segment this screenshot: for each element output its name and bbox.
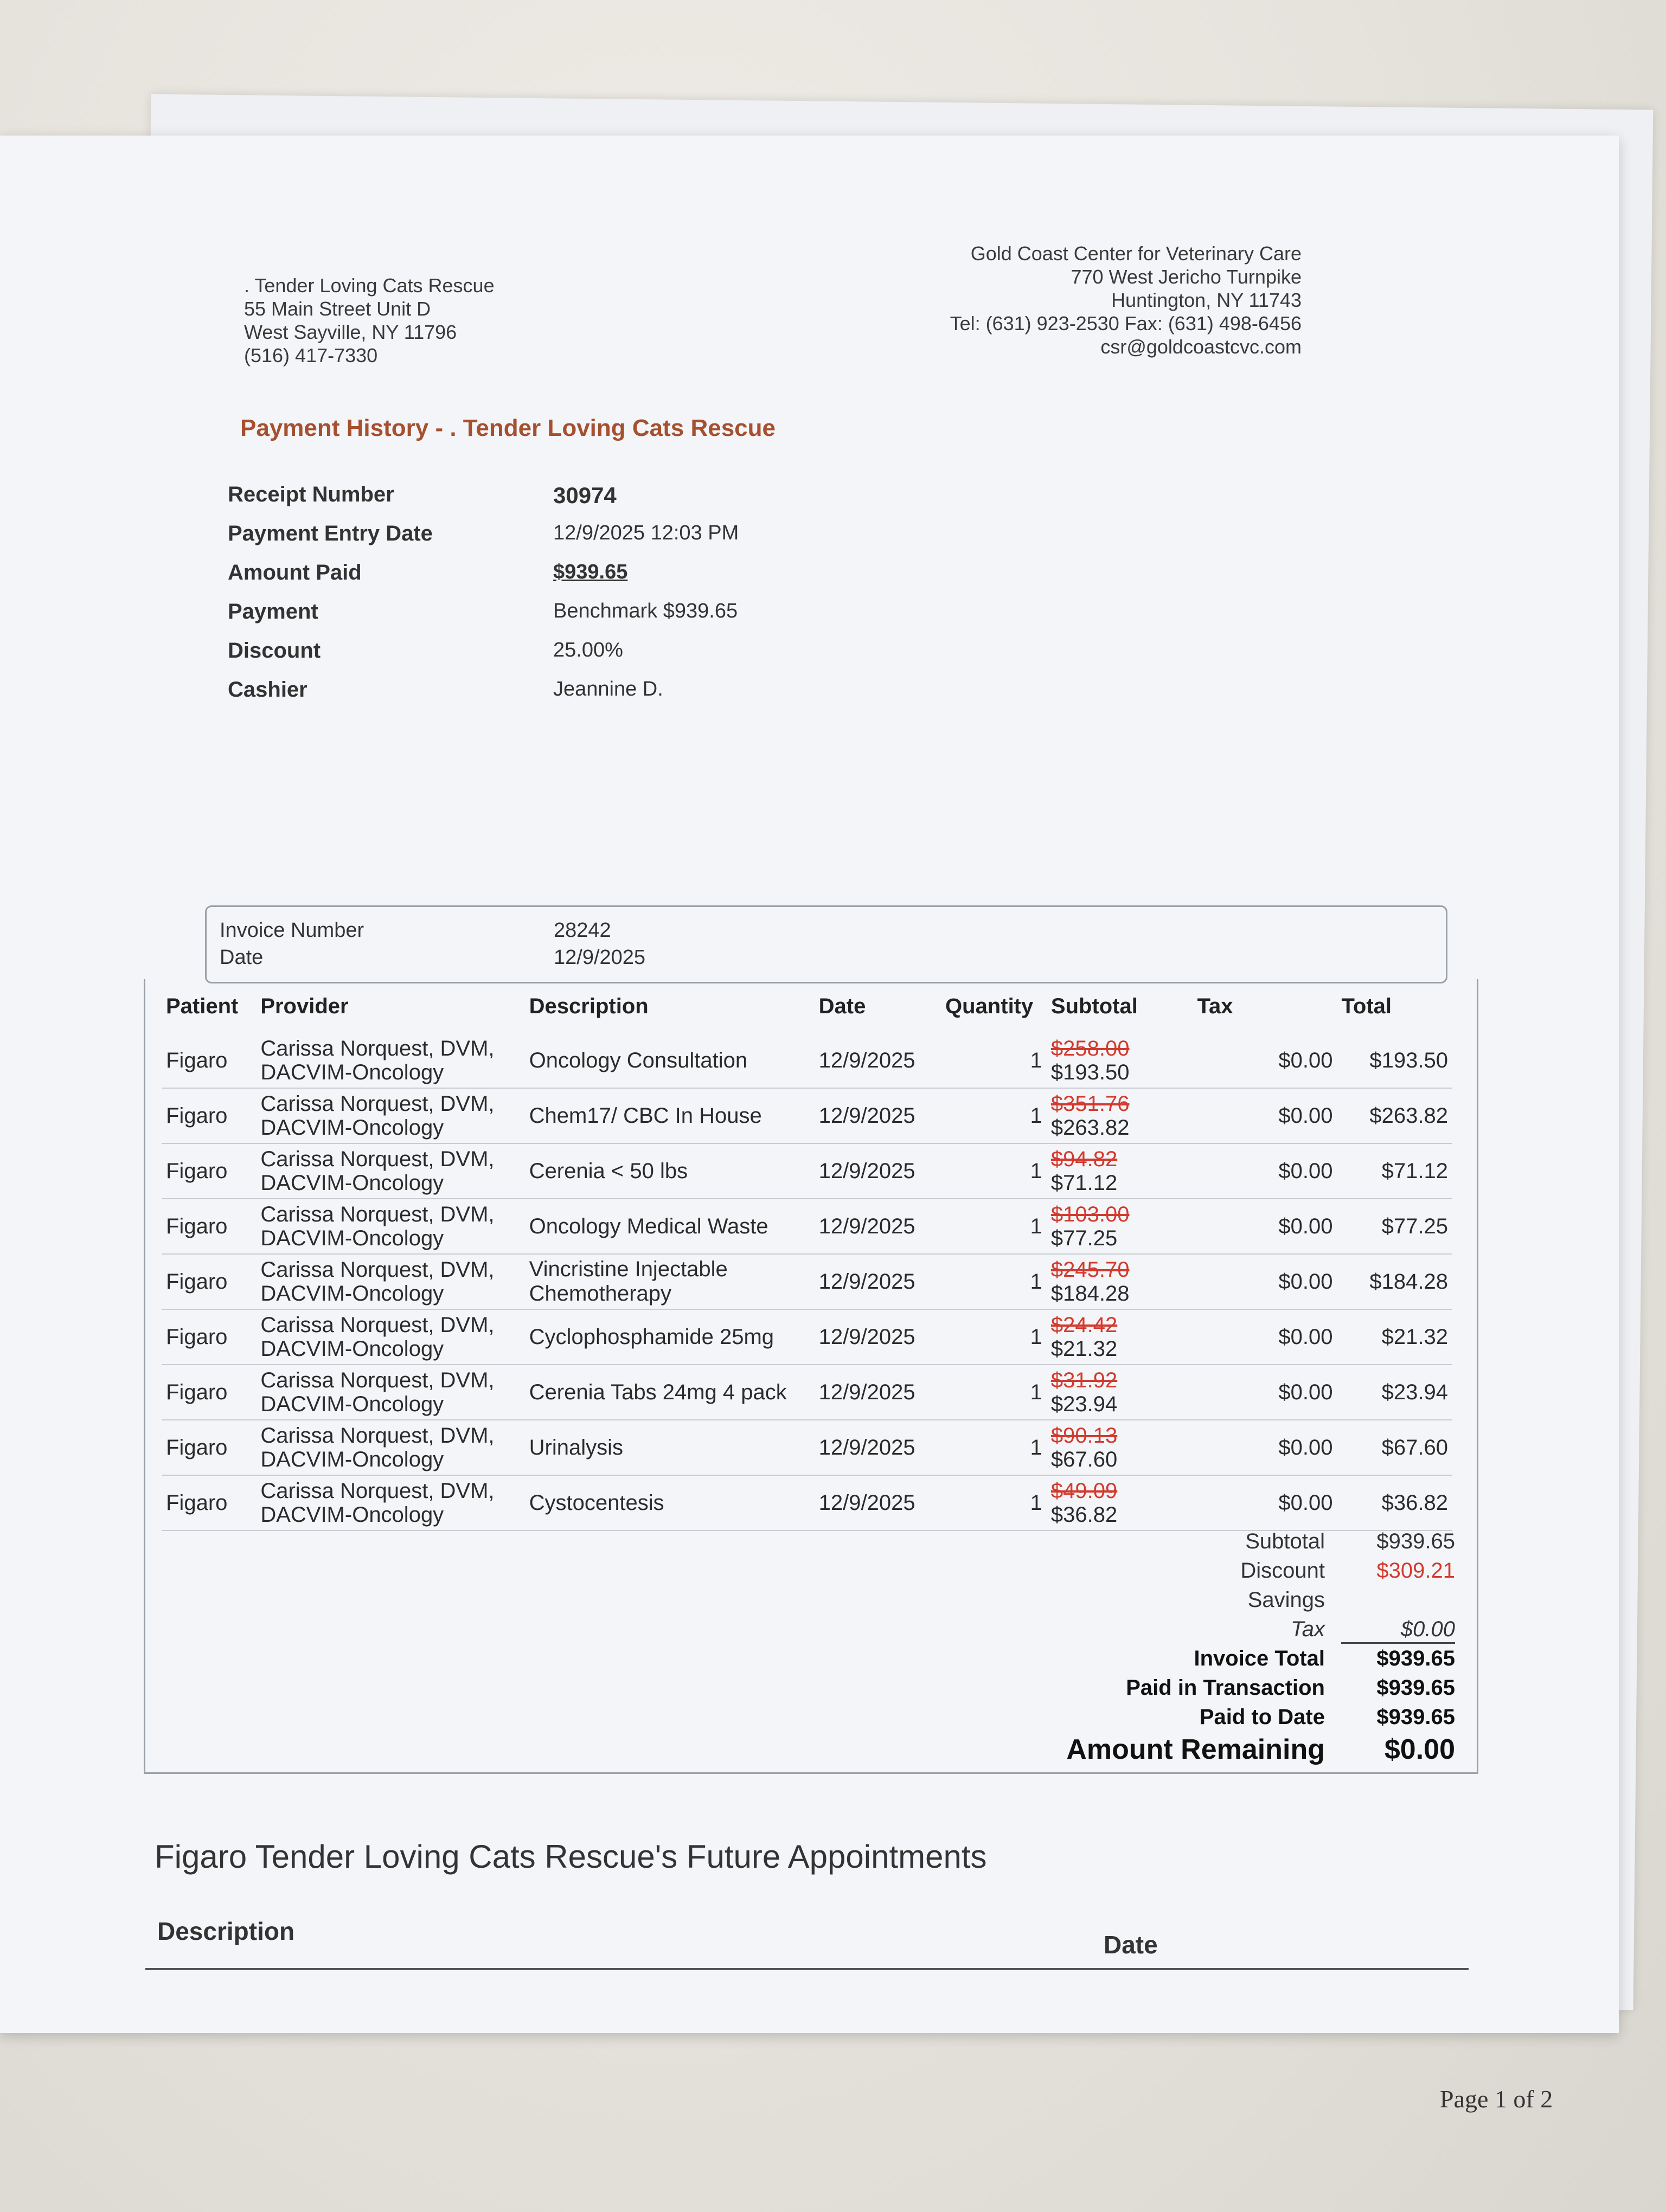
- discounted-price: $67.60: [1050, 1448, 1118, 1471]
- col-subtotal: Subtotal: [1050, 994, 1138, 1018]
- invoice-header-box: [205, 905, 1447, 983]
- client-name: . Tender Loving Cats Rescue: [244, 274, 495, 297]
- provider-line2: DACVIM-Oncology: [260, 1226, 444, 1250]
- provider-line2: DACVIM-Oncology: [260, 1503, 444, 1527]
- amount-paid-value: $939.65: [553, 561, 628, 583]
- col-provider: Provider: [260, 994, 349, 1018]
- future-description-header: Description: [157, 1917, 295, 1945]
- row-provider: [256, 1365, 524, 1420]
- invoice-items-table: [162, 979, 1452, 1531]
- amount-paid-label: Amount Paid: [228, 561, 362, 584]
- row-description: Cerenia Tabs 24mg 4 pack: [525, 1365, 815, 1420]
- discount-value: 25.00%: [553, 639, 623, 661]
- future-header-divider: [145, 1968, 1469, 1970]
- row-total: $67.60: [1337, 1420, 1452, 1475]
- row-subtotal: [1047, 1199, 1193, 1254]
- col-total: Total: [1341, 994, 1392, 1018]
- clinic-name: Gold Coast Center for Veterinary Care: [970, 242, 1302, 265]
- provider-line1: Carissa Norquest, DVM,: [260, 1479, 495, 1503]
- row-provider: [256, 1088, 524, 1143]
- provider-line1: Carissa Norquest, DVM,: [260, 1424, 495, 1448]
- discounted-price: $193.50: [1050, 1060, 1130, 1084]
- totals-discount-label: Discount: [1240, 1559, 1325, 1583]
- original-price: $90.13: [1050, 1424, 1118, 1448]
- row-subtotal: [1047, 1420, 1193, 1475]
- row-date: 12/9/2025: [815, 1143, 941, 1199]
- row-patient: Figaro: [162, 1420, 256, 1475]
- invoice-number-label: Invoice Number: [220, 919, 364, 942]
- row-total: $193.50: [1337, 1033, 1452, 1088]
- receipt-details: [228, 483, 987, 717]
- discounted-price: $21.32: [1050, 1337, 1118, 1361]
- provider-line1: Carissa Norquest, DVM,: [260, 1203, 495, 1226]
- table-header-row: [162, 979, 1452, 1033]
- row-total: $77.25: [1337, 1199, 1452, 1254]
- row-quantity: 1: [941, 1088, 1047, 1143]
- provider-line2: DACVIM-Oncology: [260, 1282, 444, 1306]
- row-quantity: 1: [941, 1033, 1047, 1088]
- provider-line1: Carissa Norquest, DVM,: [260, 1037, 495, 1060]
- totals-paid-to-date-value: $939.65: [1376, 1705, 1455, 1729]
- discounted-price: $23.94: [1050, 1392, 1118, 1416]
- row-provider: [256, 1254, 524, 1309]
- row-provider: [256, 1199, 524, 1254]
- row-quantity: 1: [941, 1199, 1047, 1254]
- row-subtotal: [1047, 1309, 1193, 1365]
- discounted-price: $184.28: [1050, 1282, 1130, 1306]
- row-description: Vincristine Injectable Chemotherapy: [525, 1254, 815, 1309]
- page-number: Page 1 of 2: [1440, 2085, 1553, 2113]
- row-quantity: 1: [941, 1254, 1047, 1309]
- col-date: Date: [818, 994, 866, 1018]
- row-date: 12/9/2025: [815, 1033, 941, 1088]
- row-tax: $0.00: [1193, 1088, 1337, 1143]
- row-quantity: 1: [941, 1309, 1047, 1365]
- cashier-row: [228, 678, 987, 717]
- row-subtotal: [1047, 1475, 1193, 1531]
- row-total: $21.32: [1337, 1309, 1452, 1365]
- table-row: [162, 1088, 1452, 1143]
- row-tax: $0.00: [1193, 1420, 1337, 1475]
- row-subtotal: [1047, 1365, 1193, 1420]
- totals-amount-remaining-value: $0.00: [1384, 1734, 1455, 1765]
- row-tax: $0.00: [1193, 1254, 1337, 1309]
- row-patient: Figaro: [162, 1199, 256, 1254]
- clinic-address-line2: Huntington, NY 11743: [1111, 289, 1302, 311]
- original-price: $351.76: [1050, 1092, 1130, 1116]
- row-date: 12/9/2025: [815, 1199, 941, 1254]
- totals-invoice-total-label: Invoice Total: [1194, 1647, 1325, 1670]
- receipt-number-label: Receipt Number: [228, 483, 394, 506]
- row-date: 12/9/2025: [815, 1309, 941, 1365]
- entry-date-row: [228, 522, 987, 561]
- row-provider: [256, 1033, 524, 1088]
- payment-row: [228, 600, 987, 639]
- row-date: 12/9/2025: [815, 1088, 941, 1143]
- original-price: $94.82: [1050, 1147, 1118, 1171]
- invoice-date-label: Date: [220, 946, 264, 969]
- row-quantity: 1: [941, 1475, 1047, 1531]
- row-description: Oncology Medical Waste: [525, 1199, 815, 1254]
- row-subtotal: [1047, 1254, 1193, 1309]
- row-description: Oncology Consultation: [525, 1033, 815, 1088]
- provider-line2: DACVIM-Oncology: [260, 1448, 444, 1471]
- clinic-phone-fax: Tel: (631) 923-2530 Fax: (631) 498-6456: [950, 312, 1302, 335]
- invoice-items-body: [162, 1033, 1452, 1531]
- row-patient: Figaro: [162, 1088, 256, 1143]
- row-total: $184.28: [1337, 1254, 1452, 1309]
- row-provider: [256, 1475, 524, 1531]
- row-subtotal: [1047, 1143, 1193, 1199]
- col-description: Description: [529, 994, 649, 1018]
- row-patient: Figaro: [162, 1143, 256, 1199]
- original-price: $258.00: [1050, 1037, 1130, 1060]
- provider-line1: Carissa Norquest, DVM,: [260, 1092, 495, 1116]
- receipt-number-row: [228, 483, 987, 522]
- totals-discount-value: $309.21: [1376, 1559, 1455, 1583]
- row-quantity: 1: [941, 1420, 1047, 1475]
- payment-value: Benchmark $939.65: [553, 600, 738, 622]
- row-total: $263.82: [1337, 1088, 1452, 1143]
- discounted-price: $36.82: [1050, 1503, 1118, 1527]
- col-tax: Tax: [1197, 994, 1233, 1018]
- row-total: $23.94: [1337, 1365, 1452, 1420]
- table-row: [162, 1365, 1452, 1420]
- row-tax: $0.00: [1193, 1143, 1337, 1199]
- row-tax: $0.00: [1193, 1033, 1337, 1088]
- totals-invoice-total-value: $939.65: [1376, 1647, 1455, 1670]
- table-row: [162, 1143, 1452, 1199]
- discounted-price: $77.25: [1050, 1226, 1118, 1250]
- invoice-number-value: 28242: [554, 919, 611, 942]
- row-patient: Figaro: [162, 1033, 256, 1088]
- table-row: [162, 1033, 1452, 1088]
- row-quantity: 1: [941, 1143, 1047, 1199]
- provider-line1: Carissa Norquest, DVM,: [260, 1368, 495, 1392]
- totals-tax-row: [967, 1615, 1455, 1644]
- client-address-line2: West Sayville, NY 11796: [244, 321, 457, 343]
- row-patient: Figaro: [162, 1254, 256, 1309]
- original-price: $24.42: [1050, 1313, 1118, 1337]
- row-patient: Figaro: [162, 1475, 256, 1531]
- future-appointments-title: Figaro Tender Loving Cats Rescue's Future Appointments: [155, 1838, 987, 1875]
- row-date: 12/9/2025: [815, 1365, 941, 1420]
- totals-paid-to-date-row: [967, 1702, 1455, 1732]
- totals-tax-label: Tax: [1290, 1617, 1325, 1641]
- totals-paid-transaction-row: [967, 1673, 1455, 1702]
- document-page: [0, 136, 1619, 2113]
- totals-discount-row: [967, 1556, 1455, 1585]
- row-total: $71.12: [1337, 1143, 1452, 1199]
- row-patient: Figaro: [162, 1365, 256, 1420]
- discount-label: Discount: [228, 639, 321, 663]
- original-price: $103.00: [1050, 1203, 1130, 1226]
- provider-line2: DACVIM-Oncology: [260, 1060, 444, 1084]
- col-patient: Patient: [166, 994, 239, 1018]
- row-date: 12/9/2025: [815, 1475, 941, 1531]
- row-description: Cerenia < 50 lbs: [525, 1143, 815, 1199]
- discount-row: [228, 639, 987, 678]
- table-row: [162, 1309, 1452, 1365]
- totals-block: [967, 1527, 1455, 1767]
- row-subtotal: [1047, 1033, 1193, 1088]
- row-description: Urinalysis: [525, 1420, 815, 1475]
- original-price: $31.92: [1050, 1368, 1118, 1392]
- client-address-block: [244, 274, 495, 367]
- discounted-price: $71.12: [1050, 1171, 1118, 1195]
- row-tax: $0.00: [1193, 1475, 1337, 1531]
- table-row: [162, 1199, 1452, 1254]
- row-description: Chem17/ CBC In House: [525, 1088, 815, 1143]
- cashier-value: Jeannine D.: [553, 678, 663, 700]
- row-tax: $0.00: [1193, 1309, 1337, 1365]
- row-tax: $0.00: [1193, 1199, 1337, 1254]
- provider-line1: Carissa Norquest, DVM,: [260, 1147, 495, 1171]
- discounted-price: $263.82: [1050, 1116, 1130, 1140]
- original-price: $49.09: [1050, 1479, 1118, 1503]
- invoice-table-wrapper: [144, 979, 1478, 1774]
- table-row: [162, 1254, 1452, 1309]
- cashier-label: Cashier: [228, 678, 307, 702]
- totals-amount-remaining-row: [967, 1732, 1455, 1767]
- row-tax: $0.00: [1193, 1365, 1337, 1420]
- row-quantity: 1: [941, 1365, 1047, 1420]
- provider-line2: DACVIM-Oncology: [260, 1392, 444, 1416]
- invoice-date-value: 12/9/2025: [554, 946, 646, 969]
- row-total: $36.82: [1337, 1475, 1452, 1531]
- provider-line2: DACVIM-Oncology: [260, 1171, 444, 1195]
- provider-line2: DACVIM-Oncology: [260, 1116, 444, 1140]
- row-provider: [256, 1420, 524, 1475]
- totals-subtotal-row: [967, 1527, 1455, 1556]
- payment-label: Payment: [228, 600, 318, 623]
- table-row: [162, 1475, 1452, 1531]
- entry-date-value: 12/9/2025 12:03 PM: [553, 522, 739, 544]
- client-address-line1: 55 Main Street Unit D: [244, 298, 431, 320]
- clinic-email: csr@goldcoastcvc.com: [1100, 336, 1302, 358]
- row-description: Cyclophosphamide 25mg: [525, 1309, 815, 1365]
- totals-savings-value: [1341, 1585, 1455, 1615]
- totals-subtotal-value: $939.65: [1376, 1529, 1455, 1553]
- provider-line1: Carissa Norquest, DVM,: [260, 1258, 495, 1282]
- client-phone: (516) 417-7330: [244, 344, 378, 366]
- table-row: [162, 1420, 1452, 1475]
- clinic-address-line1: 770 West Jericho Turnpike: [1071, 266, 1302, 288]
- totals-tax-value: $0.00: [1341, 1615, 1455, 1644]
- receipt-number-value: 30974: [553, 483, 617, 508]
- row-provider: [256, 1309, 524, 1365]
- future-date-header: Date: [1104, 1931, 1158, 1959]
- page-title: Payment History - . Tender Loving Cats Rescue: [240, 415, 776, 441]
- row-description: Cystocentesis: [525, 1475, 815, 1531]
- row-date: 12/9/2025: [815, 1420, 941, 1475]
- clinic-address-block: [950, 242, 1302, 358]
- totals-subtotal-label: Subtotal: [1245, 1529, 1325, 1553]
- totals-paid-transaction-label: Paid in Transaction: [1126, 1676, 1325, 1700]
- totals-paid-to-date-label: Paid to Date: [1199, 1705, 1325, 1729]
- row-date: 12/9/2025: [815, 1254, 941, 1309]
- row-patient: Figaro: [162, 1309, 256, 1365]
- original-price: $245.70: [1050, 1258, 1130, 1282]
- totals-paid-transaction-value: $939.65: [1376, 1676, 1455, 1700]
- totals-invoice-total-row: [967, 1644, 1455, 1673]
- row-provider: [256, 1143, 524, 1199]
- entry-date-label: Payment Entry Date: [228, 522, 433, 545]
- totals-amount-remaining-label: Amount Remaining: [1066, 1734, 1325, 1765]
- amount-paid-row: [228, 561, 987, 600]
- col-quantity: Quantity: [945, 994, 1034, 1018]
- totals-savings-label: Savings: [1247, 1588, 1325, 1612]
- provider-line2: DACVIM-Oncology: [260, 1337, 444, 1361]
- totals-savings-row: [967, 1585, 1455, 1615]
- provider-line1: Carissa Norquest, DVM,: [260, 1313, 495, 1337]
- row-subtotal: [1047, 1088, 1193, 1143]
